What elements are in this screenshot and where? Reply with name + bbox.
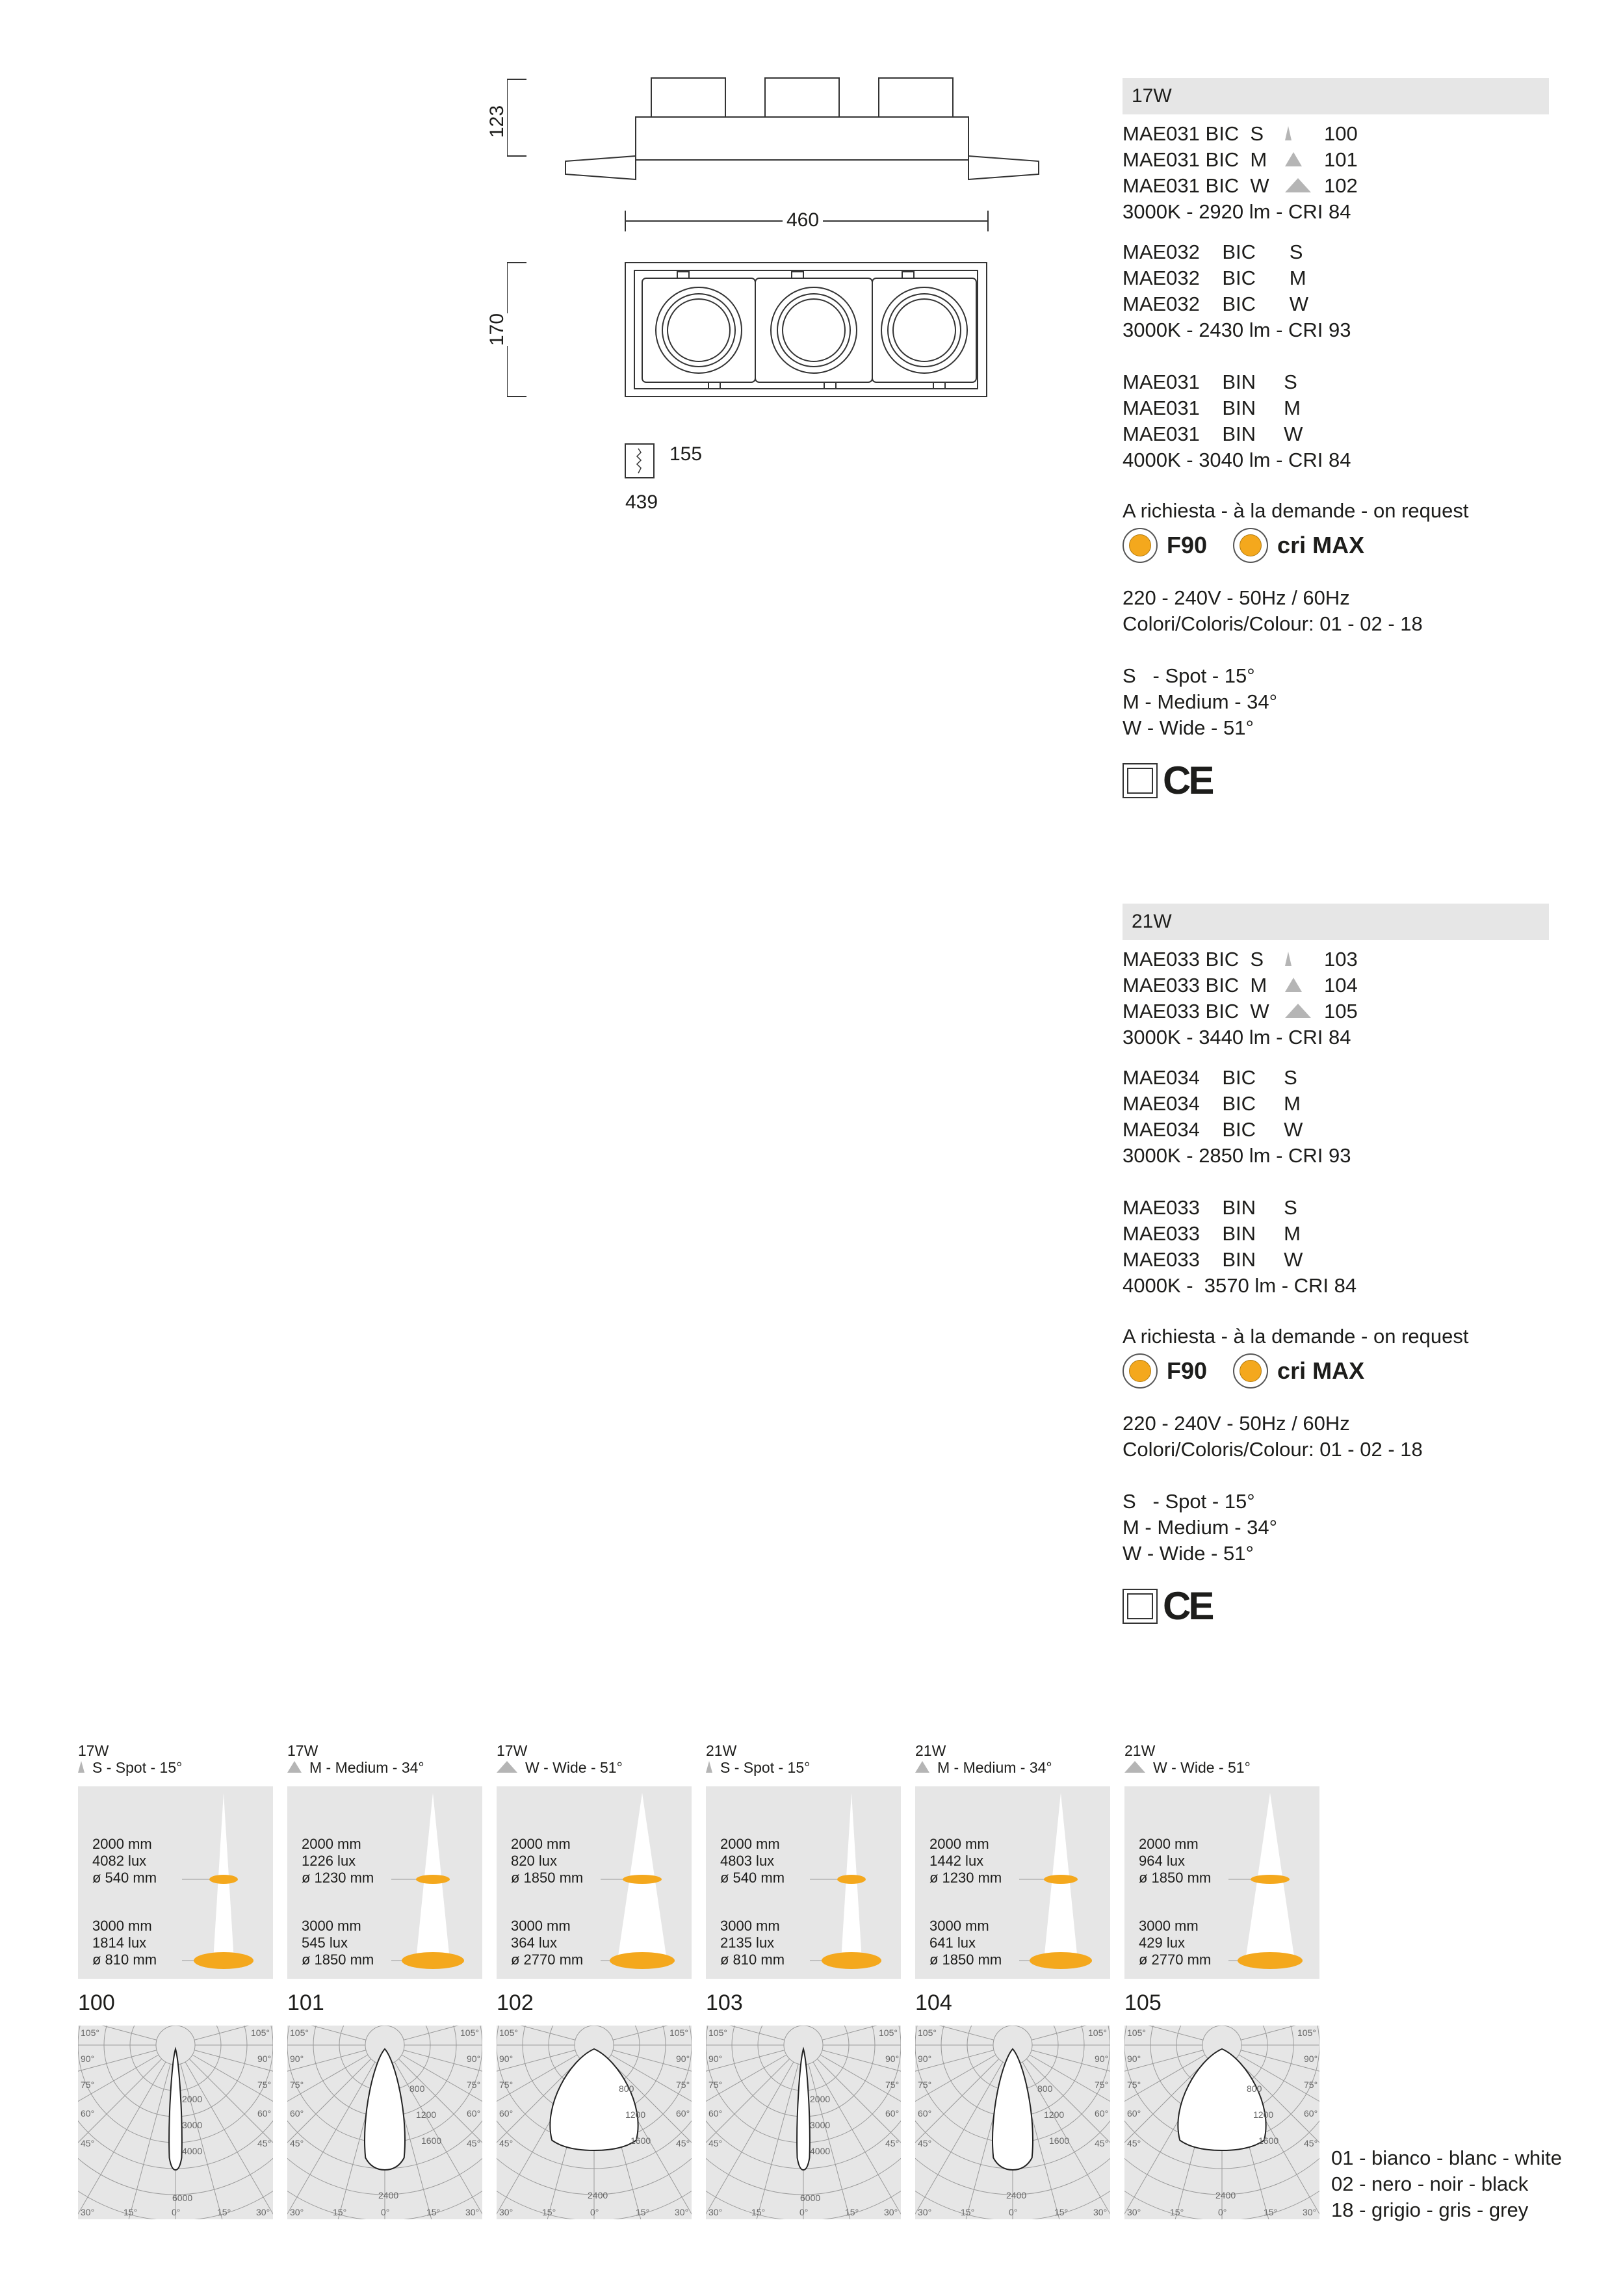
intensity-ring-label: 3000 bbox=[810, 2120, 831, 2130]
polar-grid bbox=[1124, 2026, 1319, 2219]
beam-heading bbox=[287, 1742, 424, 1776]
angle-label: 30° bbox=[81, 2207, 95, 2217]
angle-label: 45° bbox=[1304, 2138, 1318, 2148]
spec-line: 3000K - 3440 lm - CRI 84 bbox=[1123, 1026, 1351, 1049]
beam-cone-diagram bbox=[287, 1786, 482, 1979]
angle-label: 45° bbox=[257, 2138, 272, 2148]
angle-label: 75° bbox=[1095, 2080, 1109, 2090]
angle-label: 15° bbox=[751, 2207, 766, 2217]
beam-type: S - Spot - 15° bbox=[78, 1759, 182, 1776]
angle-label: 30° bbox=[675, 2207, 689, 2217]
light-spot-3000 bbox=[822, 1952, 881, 1969]
polar-grid bbox=[78, 2026, 273, 2219]
angle-label: 60° bbox=[708, 2108, 723, 2119]
beam-heading bbox=[78, 1742, 182, 1776]
colour-legend bbox=[1331, 2145, 1562, 2223]
side-module-2 bbox=[765, 78, 839, 117]
photometric-code: 100 bbox=[78, 1990, 115, 2015]
beam-power: 17W bbox=[287, 1742, 318, 1759]
beam-values-2000: 2000 mm 1442 lux ø 1230 mm bbox=[929, 1836, 1002, 1886]
beam-legend: S - Spot - 15° bbox=[1123, 664, 1255, 687]
light-spot-2000 bbox=[416, 1875, 450, 1884]
intensity-curve bbox=[1178, 2049, 1266, 2150]
angle-label: 60° bbox=[81, 2108, 95, 2119]
option-f90: F90 bbox=[1123, 1353, 1207, 1389]
beam-values-3000: 3000 mm 545 lux ø 1850 mm bbox=[302, 1918, 374, 1968]
angle-label: 30° bbox=[708, 2207, 723, 2217]
angle-label: 0° bbox=[172, 2207, 181, 2217]
beam-values-3000: 3000 mm 641 lux ø 1850 mm bbox=[929, 1918, 1002, 1968]
intensity-ring-label: 3000 bbox=[182, 2120, 203, 2130]
beam-heading bbox=[1124, 1742, 1251, 1776]
polar-grid bbox=[915, 2026, 1110, 2219]
angle-label: 15° bbox=[845, 2207, 859, 2217]
light-spot-2000 bbox=[623, 1875, 662, 1884]
beam-cone-diagram bbox=[915, 1786, 1110, 1979]
spot-triangle-icon bbox=[1285, 952, 1292, 966]
beam-spread-panel bbox=[78, 1786, 273, 1979]
intensity-ring-label: 800 bbox=[409, 2083, 425, 2094]
angle-label: 60° bbox=[257, 2108, 272, 2119]
angle-label: 75° bbox=[81, 2080, 95, 2090]
voltage: 220 - 240V - 50Hz / 60Hz bbox=[1123, 586, 1350, 609]
angle-label: 90° bbox=[257, 2054, 272, 2064]
product-row: MAE033 BIC S 103 bbox=[1123, 948, 1358, 971]
angle-label: 90° bbox=[499, 2054, 513, 2064]
angle-label: 75° bbox=[257, 2080, 272, 2090]
beam-heading bbox=[706, 1742, 810, 1776]
light-spot-2000 bbox=[1044, 1875, 1078, 1884]
beam-power: 21W bbox=[1124, 1742, 1156, 1759]
angle-label: 15° bbox=[333, 2207, 347, 2217]
medium-triangle-icon bbox=[1285, 978, 1302, 992]
class-ii-icon bbox=[1123, 1589, 1158, 1624]
options bbox=[1123, 528, 1549, 563]
spec-line: 4000K - 3570 lm - CRI 84 bbox=[1123, 1274, 1357, 1297]
certifications bbox=[1123, 1584, 1549, 1628]
on-request: A richiesta - à la demande - on request bbox=[1123, 499, 1469, 522]
angle-label: 0° bbox=[1218, 2207, 1227, 2217]
colour-legend-item: 01 - bianco - blanc - white bbox=[1331, 2146, 1562, 2169]
beam-spread-panel bbox=[915, 1786, 1110, 1979]
angle-label: 75° bbox=[676, 2080, 690, 2090]
spec-line: 4000K - 3040 lm - CRI 84 bbox=[1123, 449, 1351, 471]
intensity-curve bbox=[993, 2049, 1033, 2170]
beam-values-2000: 2000 mm 964 lux ø 1850 mm bbox=[1139, 1836, 1212, 1886]
spec-line: 3000K - 2430 lm - CRI 93 bbox=[1123, 319, 1351, 341]
intensity-ring-label: 1600 bbox=[421, 2135, 442, 2146]
angle-label: 30° bbox=[290, 2207, 304, 2217]
angle-label: 90° bbox=[1304, 2054, 1318, 2064]
spec-block-17w bbox=[1123, 78, 1549, 803]
fixture-drawing bbox=[507, 65, 1066, 533]
beam-power: 17W bbox=[78, 1742, 109, 1759]
angle-label: 0° bbox=[1009, 2207, 1018, 2217]
angle-label: 30° bbox=[465, 2207, 480, 2217]
beam-spread-panel bbox=[287, 1786, 482, 1979]
polar-diagram bbox=[915, 2026, 1110, 2219]
light-spot-3000 bbox=[1238, 1952, 1303, 1969]
angle-label: 60° bbox=[1304, 2108, 1318, 2119]
angle-label: 30° bbox=[1127, 2207, 1141, 2217]
photometric-code: 103 bbox=[706, 1990, 743, 2015]
product-row: MAE033 BIN S bbox=[1123, 1196, 1297, 1219]
beam-triangle-icon bbox=[706, 1761, 712, 1773]
beam-power: 21W bbox=[706, 1742, 737, 1759]
angle-label: 90° bbox=[885, 2054, 900, 2064]
option-cri-max: cri MAX bbox=[1233, 1353, 1364, 1389]
height-dimension: 123 bbox=[486, 105, 508, 138]
intensity-ring-label: 4000 bbox=[810, 2146, 831, 2156]
angle-label: 30° bbox=[1093, 2207, 1108, 2217]
beam-type: S - Spot - 15° bbox=[706, 1759, 810, 1776]
intensity-ring-label: 2400 bbox=[378, 2190, 399, 2200]
angle-label: 15° bbox=[123, 2207, 138, 2217]
angle-label: 45° bbox=[81, 2138, 95, 2148]
polar-grid bbox=[287, 2026, 482, 2219]
intensity-ring-label: 2000 bbox=[182, 2094, 203, 2104]
intensity-ring-label: 1200 bbox=[1044, 2109, 1065, 2120]
angle-label: 15° bbox=[217, 2207, 231, 2217]
product-row: MAE034 BIC M bbox=[1123, 1092, 1301, 1115]
colour-legend-item: 18 - grigio - gris - grey bbox=[1331, 2198, 1529, 2221]
beam-power: 21W bbox=[915, 1742, 946, 1759]
angle-label: 75° bbox=[1127, 2080, 1141, 2090]
beam-triangle-icon bbox=[915, 1761, 929, 1773]
colours: Colori/Coloris/Colour: 01 - 02 - 18 bbox=[1123, 1438, 1423, 1461]
depth-dimension: 170 bbox=[486, 313, 508, 346]
intensity-ring-label: 800 bbox=[619, 2083, 634, 2094]
light-spot-3000 bbox=[402, 1952, 464, 1969]
photometric-code: 104 bbox=[915, 1990, 952, 2015]
intensity-curve bbox=[169, 2049, 182, 2170]
beam-heading bbox=[497, 1742, 623, 1776]
options bbox=[1123, 1353, 1549, 1389]
ce-mark: CE bbox=[1163, 759, 1212, 802]
angle-label: 45° bbox=[290, 2138, 304, 2148]
power-band: 21W bbox=[1123, 904, 1549, 940]
beam-values-3000: 3000 mm 429 lux ø 2770 mm bbox=[1139, 1918, 1212, 1968]
polar-diagram bbox=[497, 2026, 692, 2219]
side-module-3 bbox=[879, 78, 953, 117]
angle-label: 30° bbox=[256, 2207, 270, 2217]
beam-triangle-icon bbox=[78, 1761, 84, 1773]
angle-label: 90° bbox=[1095, 2054, 1109, 2064]
beam-legend: M - Medium - 34° bbox=[1123, 1516, 1278, 1539]
class-ii-icon bbox=[1123, 763, 1158, 798]
light-spot-2000 bbox=[1251, 1875, 1290, 1884]
angle-label: 75° bbox=[467, 2080, 481, 2090]
intensity-ring-label: 1200 bbox=[625, 2109, 646, 2120]
spot-triangle-icon bbox=[1285, 126, 1292, 140]
led-dot-icon bbox=[1240, 534, 1262, 556]
light-spot-2000 bbox=[209, 1875, 238, 1884]
angle-label: 60° bbox=[290, 2108, 304, 2119]
angle-label: 15° bbox=[961, 2207, 975, 2217]
colour-legend-item: 02 - nero - noir - black bbox=[1331, 2172, 1529, 2195]
product-row: MAE033 BIN W bbox=[1123, 1248, 1303, 1271]
product-row: MAE031 BIC W 102 bbox=[1123, 174, 1358, 197]
angle-label: 105° bbox=[81, 2028, 99, 2038]
product-row: MAE031 BIN W bbox=[1123, 423, 1303, 445]
polar-grid bbox=[706, 2026, 901, 2219]
angle-label: 105° bbox=[1127, 2028, 1146, 2038]
polar-diagram bbox=[78, 2026, 273, 2219]
angle-label: 90° bbox=[676, 2054, 690, 2064]
light-spot-3000 bbox=[194, 1952, 253, 1969]
led-dot-icon bbox=[1240, 1360, 1262, 1382]
beam-type: W - Wide - 51° bbox=[497, 1759, 623, 1776]
angle-label: 15° bbox=[1264, 2207, 1278, 2217]
beam-values-2000: 2000 mm 4803 lux ø 540 mm bbox=[720, 1836, 785, 1886]
product-row: MAE033 BIN M bbox=[1123, 1222, 1301, 1245]
product-row: MAE032 BIC M bbox=[1123, 267, 1306, 289]
angle-label: 30° bbox=[918, 2207, 932, 2217]
spec-line: 3000K - 2850 lm - CRI 93 bbox=[1123, 1144, 1351, 1167]
angle-label: 105° bbox=[1297, 2028, 1316, 2038]
product-row: MAE032 BIC W bbox=[1123, 293, 1308, 315]
intensity-ring-label: 2400 bbox=[588, 2190, 608, 2200]
colours: Colori/Coloris/Colour: 01 - 02 - 18 bbox=[1123, 612, 1423, 635]
photometric-code: 101 bbox=[287, 1990, 324, 2015]
angle-label: 75° bbox=[1304, 2080, 1318, 2090]
angle-label: 15° bbox=[1054, 2207, 1069, 2217]
angle-label: 45° bbox=[467, 2138, 481, 2148]
beam-cone-diagram bbox=[1124, 1786, 1319, 1979]
spec-line: 3000K - 2920 lm - CRI 84 bbox=[1123, 200, 1351, 223]
beam-cone-diagram bbox=[497, 1786, 692, 1979]
beam-type: M - Medium - 34° bbox=[287, 1759, 424, 1776]
certifications bbox=[1123, 758, 1549, 803]
angle-label: 30° bbox=[884, 2207, 898, 2217]
angle-label: 90° bbox=[708, 2054, 723, 2064]
angle-label: 45° bbox=[1095, 2138, 1109, 2148]
product-row: MAE031 BIC S 100 bbox=[1123, 122, 1358, 145]
light-spot-3000 bbox=[1030, 1952, 1092, 1969]
beam-power: 17W bbox=[497, 1742, 528, 1759]
angle-label: 60° bbox=[918, 2108, 932, 2119]
beam-cone-diagram bbox=[78, 1786, 273, 1979]
angle-label: 105° bbox=[708, 2028, 727, 2038]
side-body bbox=[636, 117, 968, 160]
medium-triangle-icon bbox=[1285, 152, 1302, 166]
beam-triangle-icon bbox=[1124, 1761, 1145, 1773]
angle-label: 75° bbox=[918, 2080, 932, 2090]
option-cri-max: cri MAX bbox=[1233, 528, 1364, 563]
light-spot-3000 bbox=[610, 1952, 675, 1969]
width-dimension: 460 bbox=[783, 209, 823, 231]
beam-spread-panel bbox=[497, 1786, 692, 1979]
angle-label: 0° bbox=[381, 2207, 390, 2217]
angle-label: 15° bbox=[426, 2207, 441, 2217]
angle-label: 75° bbox=[290, 2080, 304, 2090]
angle-label: 45° bbox=[1127, 2138, 1141, 2148]
intensity-ring-label: 1600 bbox=[1258, 2135, 1279, 2146]
polar-grid bbox=[497, 2026, 692, 2219]
beam-triangle-icon bbox=[497, 1761, 517, 1773]
photometric-code: 105 bbox=[1124, 1990, 1162, 2015]
intensity-curve bbox=[550, 2049, 638, 2150]
product-row: MAE031 BIN M bbox=[1123, 397, 1301, 419]
intensity-ring-label: 1200 bbox=[1253, 2109, 1274, 2120]
angle-label: 60° bbox=[467, 2108, 481, 2119]
beam-values-2000: 2000 mm 820 lux ø 1850 mm bbox=[511, 1836, 584, 1886]
intensity-ring-label: 4000 bbox=[182, 2146, 203, 2156]
angle-label: 105° bbox=[918, 2028, 937, 2038]
beam-spread-panel bbox=[706, 1786, 901, 1979]
intensity-ring-label: 6000 bbox=[172, 2193, 193, 2203]
angle-label: 75° bbox=[885, 2080, 900, 2090]
intensity-ring-label: 1600 bbox=[1049, 2135, 1070, 2146]
angle-label: 45° bbox=[918, 2138, 932, 2148]
voltage: 220 - 240V - 50Hz / 60Hz bbox=[1123, 1412, 1350, 1435]
intensity-ring-label: 2400 bbox=[1006, 2190, 1027, 2200]
on-request: A richiesta - à la demande - on request bbox=[1123, 1325, 1469, 1348]
intensity-ring-label: 6000 bbox=[800, 2193, 821, 2203]
beam-values-3000: 3000 mm 2135 lux ø 810 mm bbox=[720, 1918, 785, 1968]
led-dot-icon bbox=[1129, 534, 1151, 556]
intensity-ring-label: 1200 bbox=[416, 2109, 437, 2120]
angle-label: 15° bbox=[542, 2207, 556, 2217]
beam-values-2000: 2000 mm 1226 lux ø 1230 mm bbox=[302, 1836, 374, 1886]
led-dot-icon bbox=[1129, 1360, 1151, 1382]
cutout-width: 439 bbox=[625, 491, 658, 513]
beam-triangle-icon bbox=[287, 1761, 302, 1773]
angle-label: 60° bbox=[885, 2108, 900, 2119]
angle-label: 105° bbox=[1088, 2028, 1107, 2038]
beam-legend: W - Wide - 51° bbox=[1123, 716, 1254, 739]
intensity-ring-label: 1600 bbox=[630, 2135, 651, 2146]
technical-drawing bbox=[486, 65, 1066, 533]
angle-label: 105° bbox=[499, 2028, 518, 2038]
angle-label: 105° bbox=[251, 2028, 270, 2038]
polar-diagram bbox=[1124, 2026, 1319, 2219]
beam-values-3000: 3000 mm 1814 lux ø 810 mm bbox=[92, 1918, 157, 1968]
angle-label: 105° bbox=[290, 2028, 309, 2038]
beam-type: W - Wide - 51° bbox=[1124, 1759, 1251, 1776]
intensity-ring-label: 2000 bbox=[810, 2094, 831, 2104]
angle-label: 90° bbox=[1127, 2054, 1141, 2064]
angle-label: 45° bbox=[499, 2138, 513, 2148]
product-row: MAE032 BIC S bbox=[1123, 241, 1303, 263]
top-frame bbox=[625, 263, 987, 397]
beam-values-3000: 3000 mm 364 lux ø 2770 mm bbox=[511, 1918, 584, 1968]
spec-block-21w bbox=[1123, 904, 1549, 1628]
angle-label: 0° bbox=[799, 2207, 809, 2217]
option-f90: F90 bbox=[1123, 528, 1207, 563]
product-row: MAE031 BIC M 101 bbox=[1123, 148, 1358, 171]
side-module-1 bbox=[651, 78, 725, 117]
product-row: MAE031 BIN S bbox=[1123, 371, 1297, 393]
angle-label: 90° bbox=[918, 2054, 932, 2064]
angle-label: 15° bbox=[1170, 2207, 1184, 2217]
photometric-code: 102 bbox=[497, 1990, 534, 2015]
angle-label: 75° bbox=[708, 2080, 723, 2090]
beam-heading bbox=[915, 1742, 1052, 1776]
angle-label: 60° bbox=[499, 2108, 513, 2119]
angle-label: 45° bbox=[885, 2138, 900, 2148]
angle-label: 105° bbox=[669, 2028, 688, 2038]
angle-label: 90° bbox=[290, 2054, 304, 2064]
product-row: MAE034 BIC S bbox=[1123, 1066, 1297, 1089]
beam-values-2000: 2000 mm 4082 lux ø 540 mm bbox=[92, 1836, 157, 1886]
angle-label: 15° bbox=[636, 2207, 650, 2217]
angle-label: 30° bbox=[499, 2207, 513, 2217]
angle-label: 105° bbox=[879, 2028, 898, 2038]
wide-triangle-icon bbox=[1285, 1004, 1311, 1018]
angle-label: 90° bbox=[467, 2054, 481, 2064]
polar-diagram bbox=[706, 2026, 901, 2219]
intensity-ring-label: 2400 bbox=[1215, 2190, 1236, 2200]
beam-legend: M - Medium - 34° bbox=[1123, 690, 1278, 713]
product-row: MAE034 BIC W bbox=[1123, 1118, 1303, 1141]
angle-label: 45° bbox=[676, 2138, 690, 2148]
light-spot-2000 bbox=[837, 1875, 866, 1884]
intensity-curve bbox=[365, 2049, 405, 2170]
intensity-curve bbox=[797, 2049, 810, 2170]
cutout-height: 155 bbox=[669, 443, 703, 465]
angle-label: 60° bbox=[1095, 2108, 1109, 2119]
polar-diagram bbox=[287, 2026, 482, 2219]
ce-mark: CE bbox=[1163, 1584, 1212, 1628]
beam-cone-diagram bbox=[706, 1786, 901, 1979]
angle-label: 90° bbox=[81, 2054, 95, 2064]
power-band: 17W bbox=[1123, 78, 1549, 114]
product-row: MAE033 BIC W 105 bbox=[1123, 1000, 1358, 1023]
intensity-ring-label: 800 bbox=[1247, 2083, 1262, 2094]
beam-legend: W - Wide - 51° bbox=[1123, 1542, 1254, 1565]
wide-triangle-icon bbox=[1285, 178, 1311, 192]
angle-label: 60° bbox=[1127, 2108, 1141, 2119]
beam-spread-panel bbox=[1124, 1786, 1319, 1979]
intensity-ring-label: 800 bbox=[1037, 2083, 1053, 2094]
angle-label: 60° bbox=[676, 2108, 690, 2119]
beam-type: M - Medium - 34° bbox=[915, 1759, 1052, 1776]
angle-label: 45° bbox=[708, 2138, 723, 2148]
angle-label: 0° bbox=[590, 2207, 599, 2217]
product-row: MAE033 BIC M 104 bbox=[1123, 974, 1358, 997]
angle-label: 30° bbox=[1303, 2207, 1317, 2217]
beam-legend: S - Spot - 15° bbox=[1123, 1490, 1255, 1513]
angle-label: 105° bbox=[460, 2028, 479, 2038]
angle-label: 75° bbox=[499, 2080, 513, 2090]
